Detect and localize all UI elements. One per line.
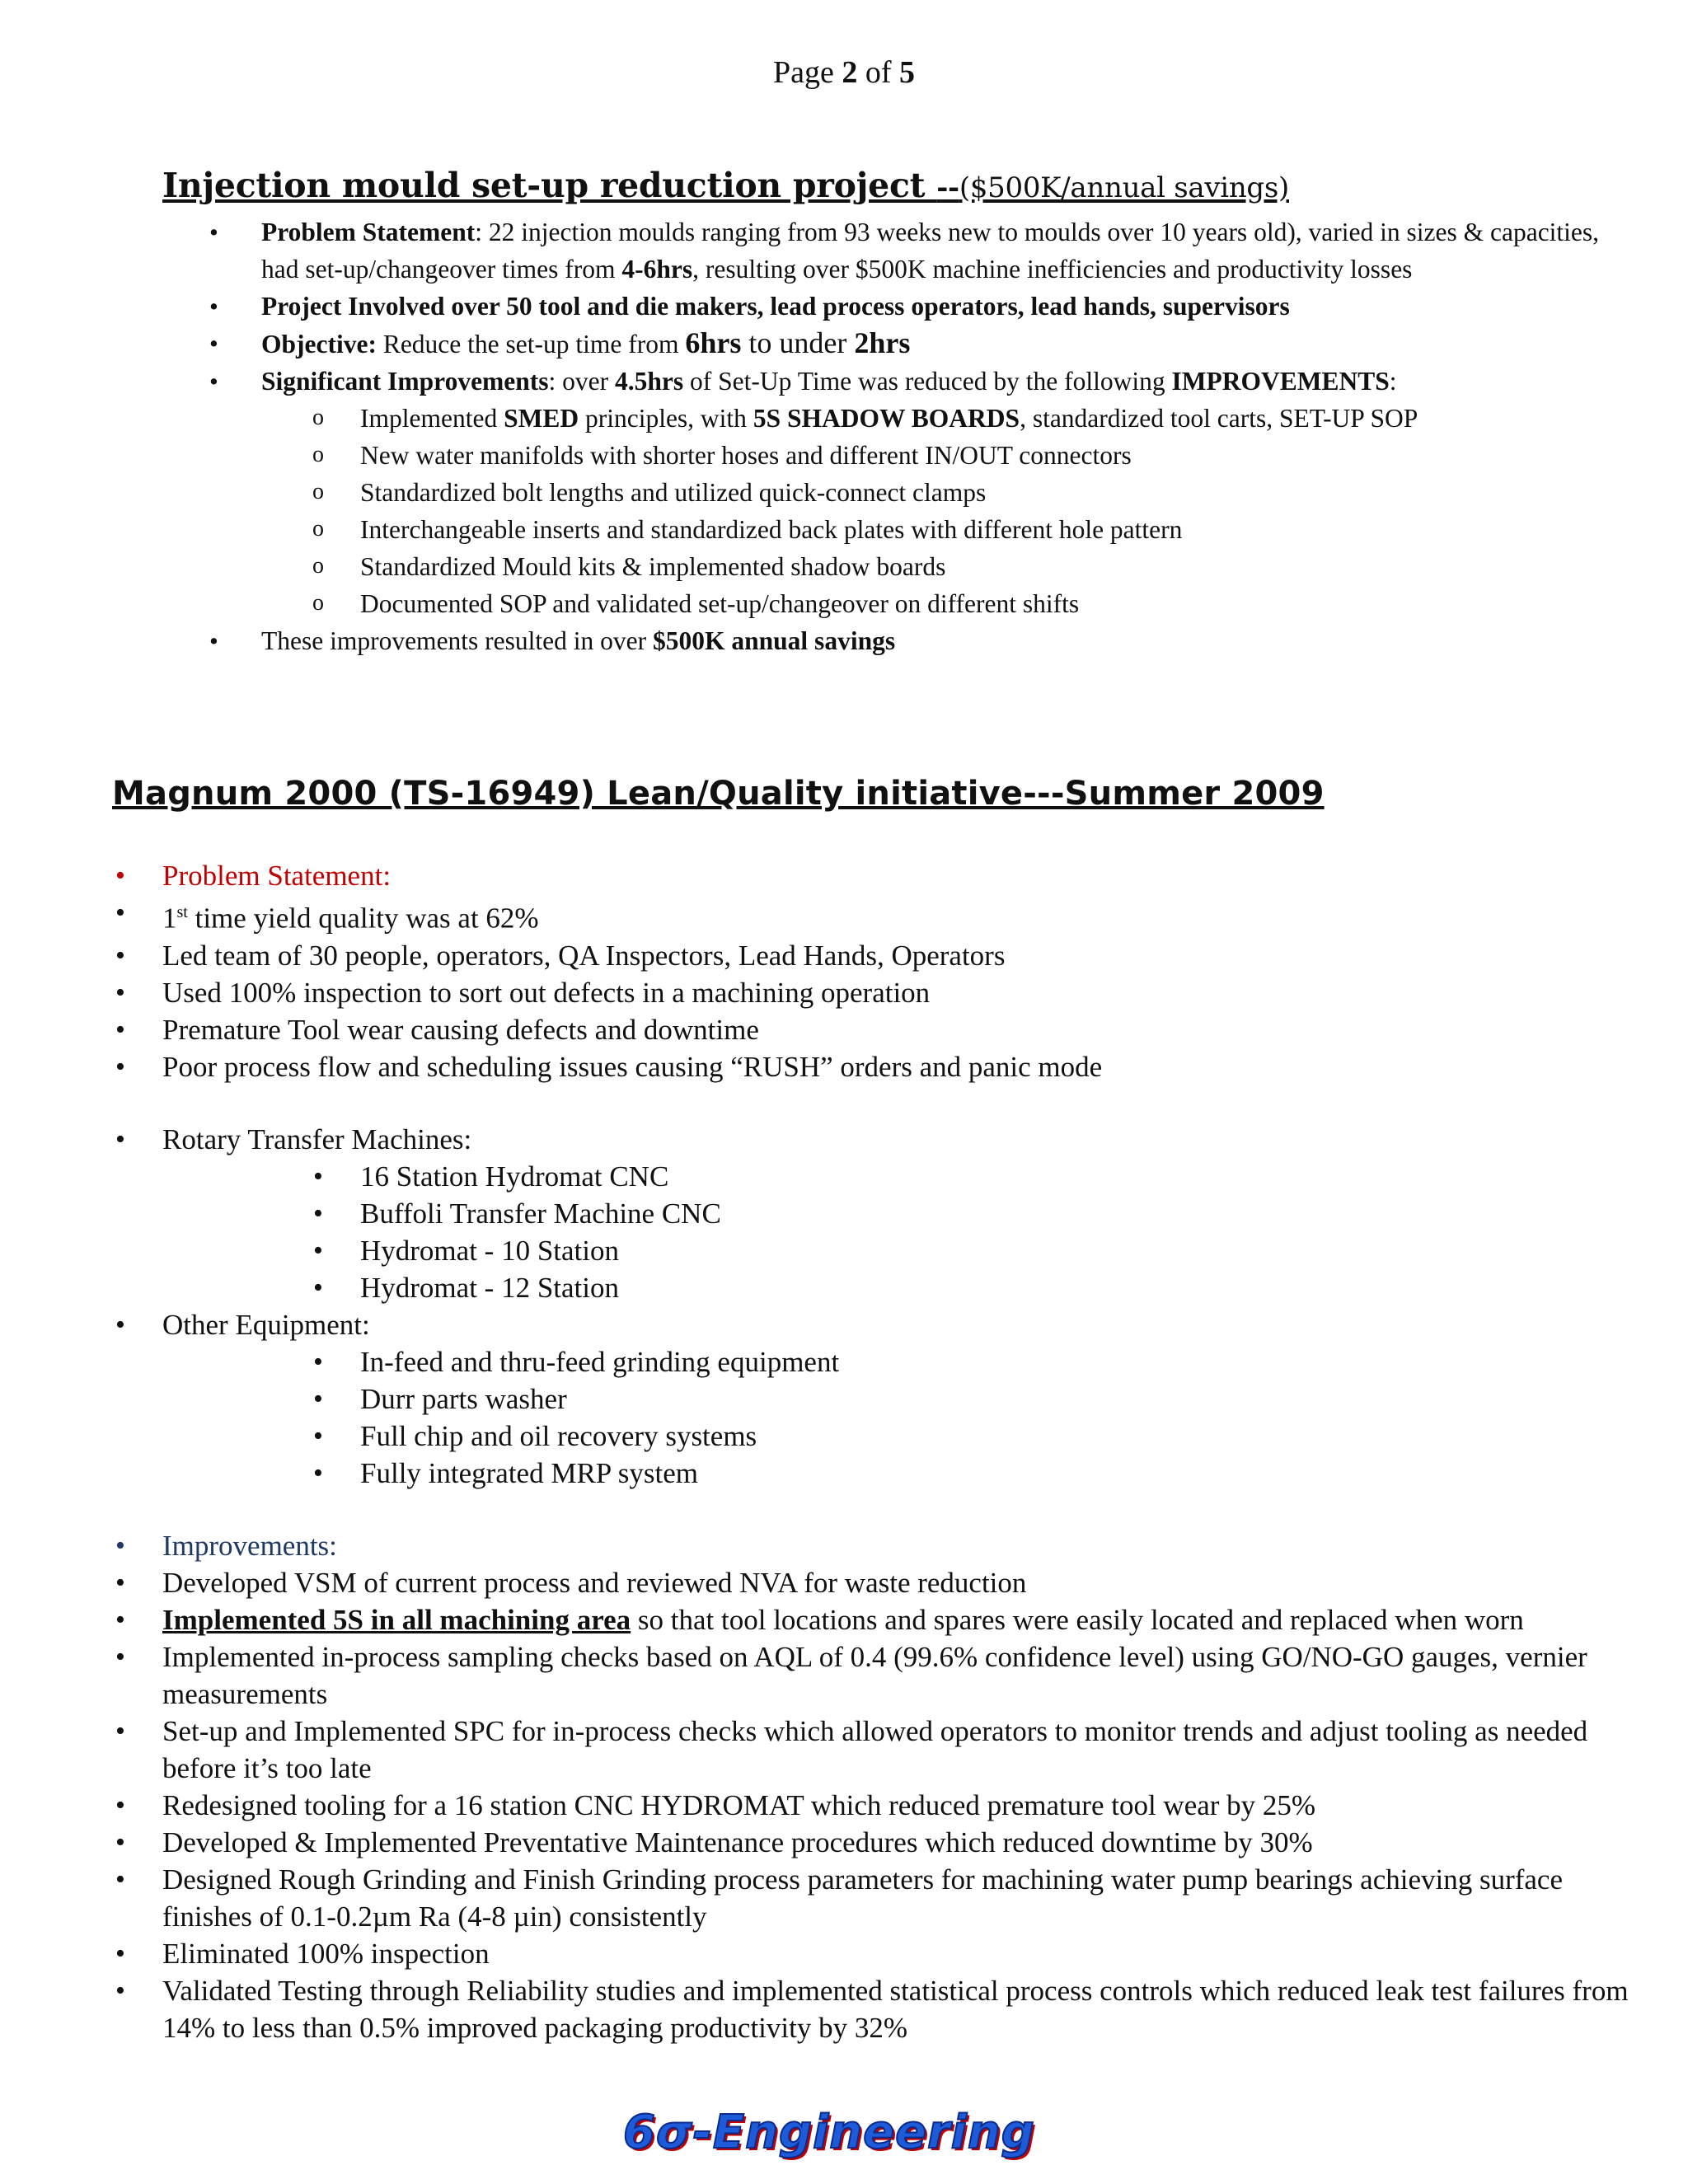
- list-item: • Designed Rough Grinding and Finish Grinding process parameters for machining water pump bearings achieving surface finishes of 0.1-0.2µm Ra (4-8 µin) consistently: [112, 1861, 1637, 1935]
- list-item: • Problem Statement: 22 injection moulds ranging from 93 weeks new to moulds over 10 years old), varied in sizes & capacities, had set-up/changeover times from 4-6hrs, resulting over $500K machine inefficiencies and productivity losses: [162, 213, 1629, 288]
- list-item: • 1st time yield quality was at 62%: [112, 894, 1637, 937]
- list-item: • Premature Tool wear causing defects and downtime: [112, 1011, 1637, 1048]
- list-item: • Hydromat - 10 Station: [112, 1232, 1637, 1269]
- list-item: • Durr parts washer: [112, 1380, 1637, 1418]
- improvement-sub-list: [162, 400, 1629, 622]
- list-item: • Eliminated 100% inspection: [112, 1935, 1637, 1972]
- list-item: • Significant Improvements: over 4.5hrs of Set-Up Time was reduced by the following IMPROVEMENTS: o Implemented SMED principles, with 5S SHADOW BOARDS, standardized tool carts, SET-UP SOP o New water manifolds with shorter hoses and different IN/OUT connectors o Standardized bolt lengths and utilized quick-connect clamps o Interchangeable inserts and standardized back plates with different hole pattern o Standardized Mould kits & implemented shadow boards o Documented SOP and validated set-up/changeover on different shifts: [162, 363, 1629, 622]
- list-item: • Improvements:: [112, 1527, 1637, 1564]
- list-item: • Buffoli Transfer Machine CNC: [112, 1195, 1637, 1232]
- list-item: • Rotary Transfer Machines: • 16 Station Hydromat CNC • Buffoli Transfer Machine CNC • Hydromat - 10 Station • Hydromat - 12 Station: [112, 1121, 1637, 1306]
- list-item: • Developed & Implemented Preventative Maintenance procedures which reduced downtime by 30%: [112, 1824, 1637, 1861]
- injection-bullet-list: [162, 213, 1629, 659]
- section-title-injection: Injection mould set-up reduction project --($500K/annual savings): [162, 166, 1289, 205]
- list-item: • Used 100% inspection to sort out defects in a machining operation: [112, 974, 1637, 1011]
- list-item: • Developed VSM of current process and reviewed NVA for waste reduction: [112, 1564, 1637, 1601]
- list-item: • Set-up and Implemented SPC for in-process checks which allowed operators to monitor trends and adjust tooling as needed before it’s too late: [112, 1713, 1637, 1787]
- list-item: • Implemented in-process sampling checks based on AQL of 0.4 (99.6% confidence level) using GO/NO-GO gauges, vernier measurements: [112, 1638, 1637, 1713]
- six-sigma-engineering-logo: 6σ-Engineering: [623, 2106, 1035, 2159]
- list-item: • Fully integrated MRP system: [112, 1455, 1637, 1492]
- list-item: o New water manifolds with shorter hoses and different IN/OUT connectors: [162, 437, 1629, 474]
- list-item: • Redesigned tooling for a 16 station CNC HYDROMAT which reduced premature tool wear by 25%: [112, 1787, 1637, 1824]
- list-item: o Implemented SMED principles, with 5S SHADOW BOARDS, standardized tool carts, SET-UP SOP: [162, 400, 1629, 437]
- page-number: Page 2 of 5: [772, 55, 916, 90]
- section-magnum: [112, 857, 1637, 2046]
- list-item: • 16 Station Hydromat CNC: [112, 1158, 1637, 1195]
- magnum-bullet-list: [112, 857, 1637, 2046]
- list-item: • Validated Testing through Reliability studies and implemented statistical process controls which reduced leak test failures from 14% to less than 0.5% improved packaging productivity by 32%: [112, 1972, 1637, 2046]
- other-equipment-list: [112, 1343, 1637, 1492]
- list-item: • In-feed and thru-feed grinding equipment: [112, 1343, 1637, 1380]
- list-item: o Standardized bolt lengths and utilized quick-connect clamps: [162, 474, 1629, 511]
- list-item: o Standardized Mould kits & implemented shadow boards: [162, 548, 1629, 585]
- list-item: o Documented SOP and validated set-up/changeover on different shifts: [162, 585, 1629, 622]
- list-item: • Problem Statement:: [112, 857, 1637, 894]
- list-item: • These improvements resulted in over $500K annual savings: [162, 622, 1629, 659]
- list-item: • Implemented 5S in all machining area so that tool locations and spares were easily located and replaced when worn: [112, 1601, 1637, 1638]
- list-item: • Led team of 30 people, operators, QA Inspectors, Lead Hands, Operators: [112, 937, 1637, 974]
- rotary-machines-list: [112, 1158, 1637, 1306]
- list-item: • Full chip and oil recovery systems: [112, 1418, 1637, 1455]
- list-item: o Interchangeable inserts and standardized back plates with different hole pattern: [162, 511, 1629, 548]
- list-item: • Other Equipment: • In-feed and thru-feed grinding equipment • Durr parts washer • Full chip and oil recovery systems • Fully integrated MRP system: [112, 1306, 1637, 1492]
- list-item: • Hydromat - 12 Station: [112, 1269, 1637, 1306]
- section-injection-mould: [162, 160, 1629, 659]
- list-item: • Objective: Reduce the set-up time from 6hrs to under 2hrs: [162, 325, 1629, 363]
- list-item: • Project Involved over 50 tool and die makers, lead process operators, lead hands, supervisors: [162, 288, 1629, 325]
- list-item: • Poor process flow and scheduling issues causing “RUSH” orders and panic mode: [112, 1048, 1637, 1085]
- section-title-magnum: Magnum 2000 (TS-16949) Lean/Quality initiative---Summer 2009: [112, 775, 1325, 813]
